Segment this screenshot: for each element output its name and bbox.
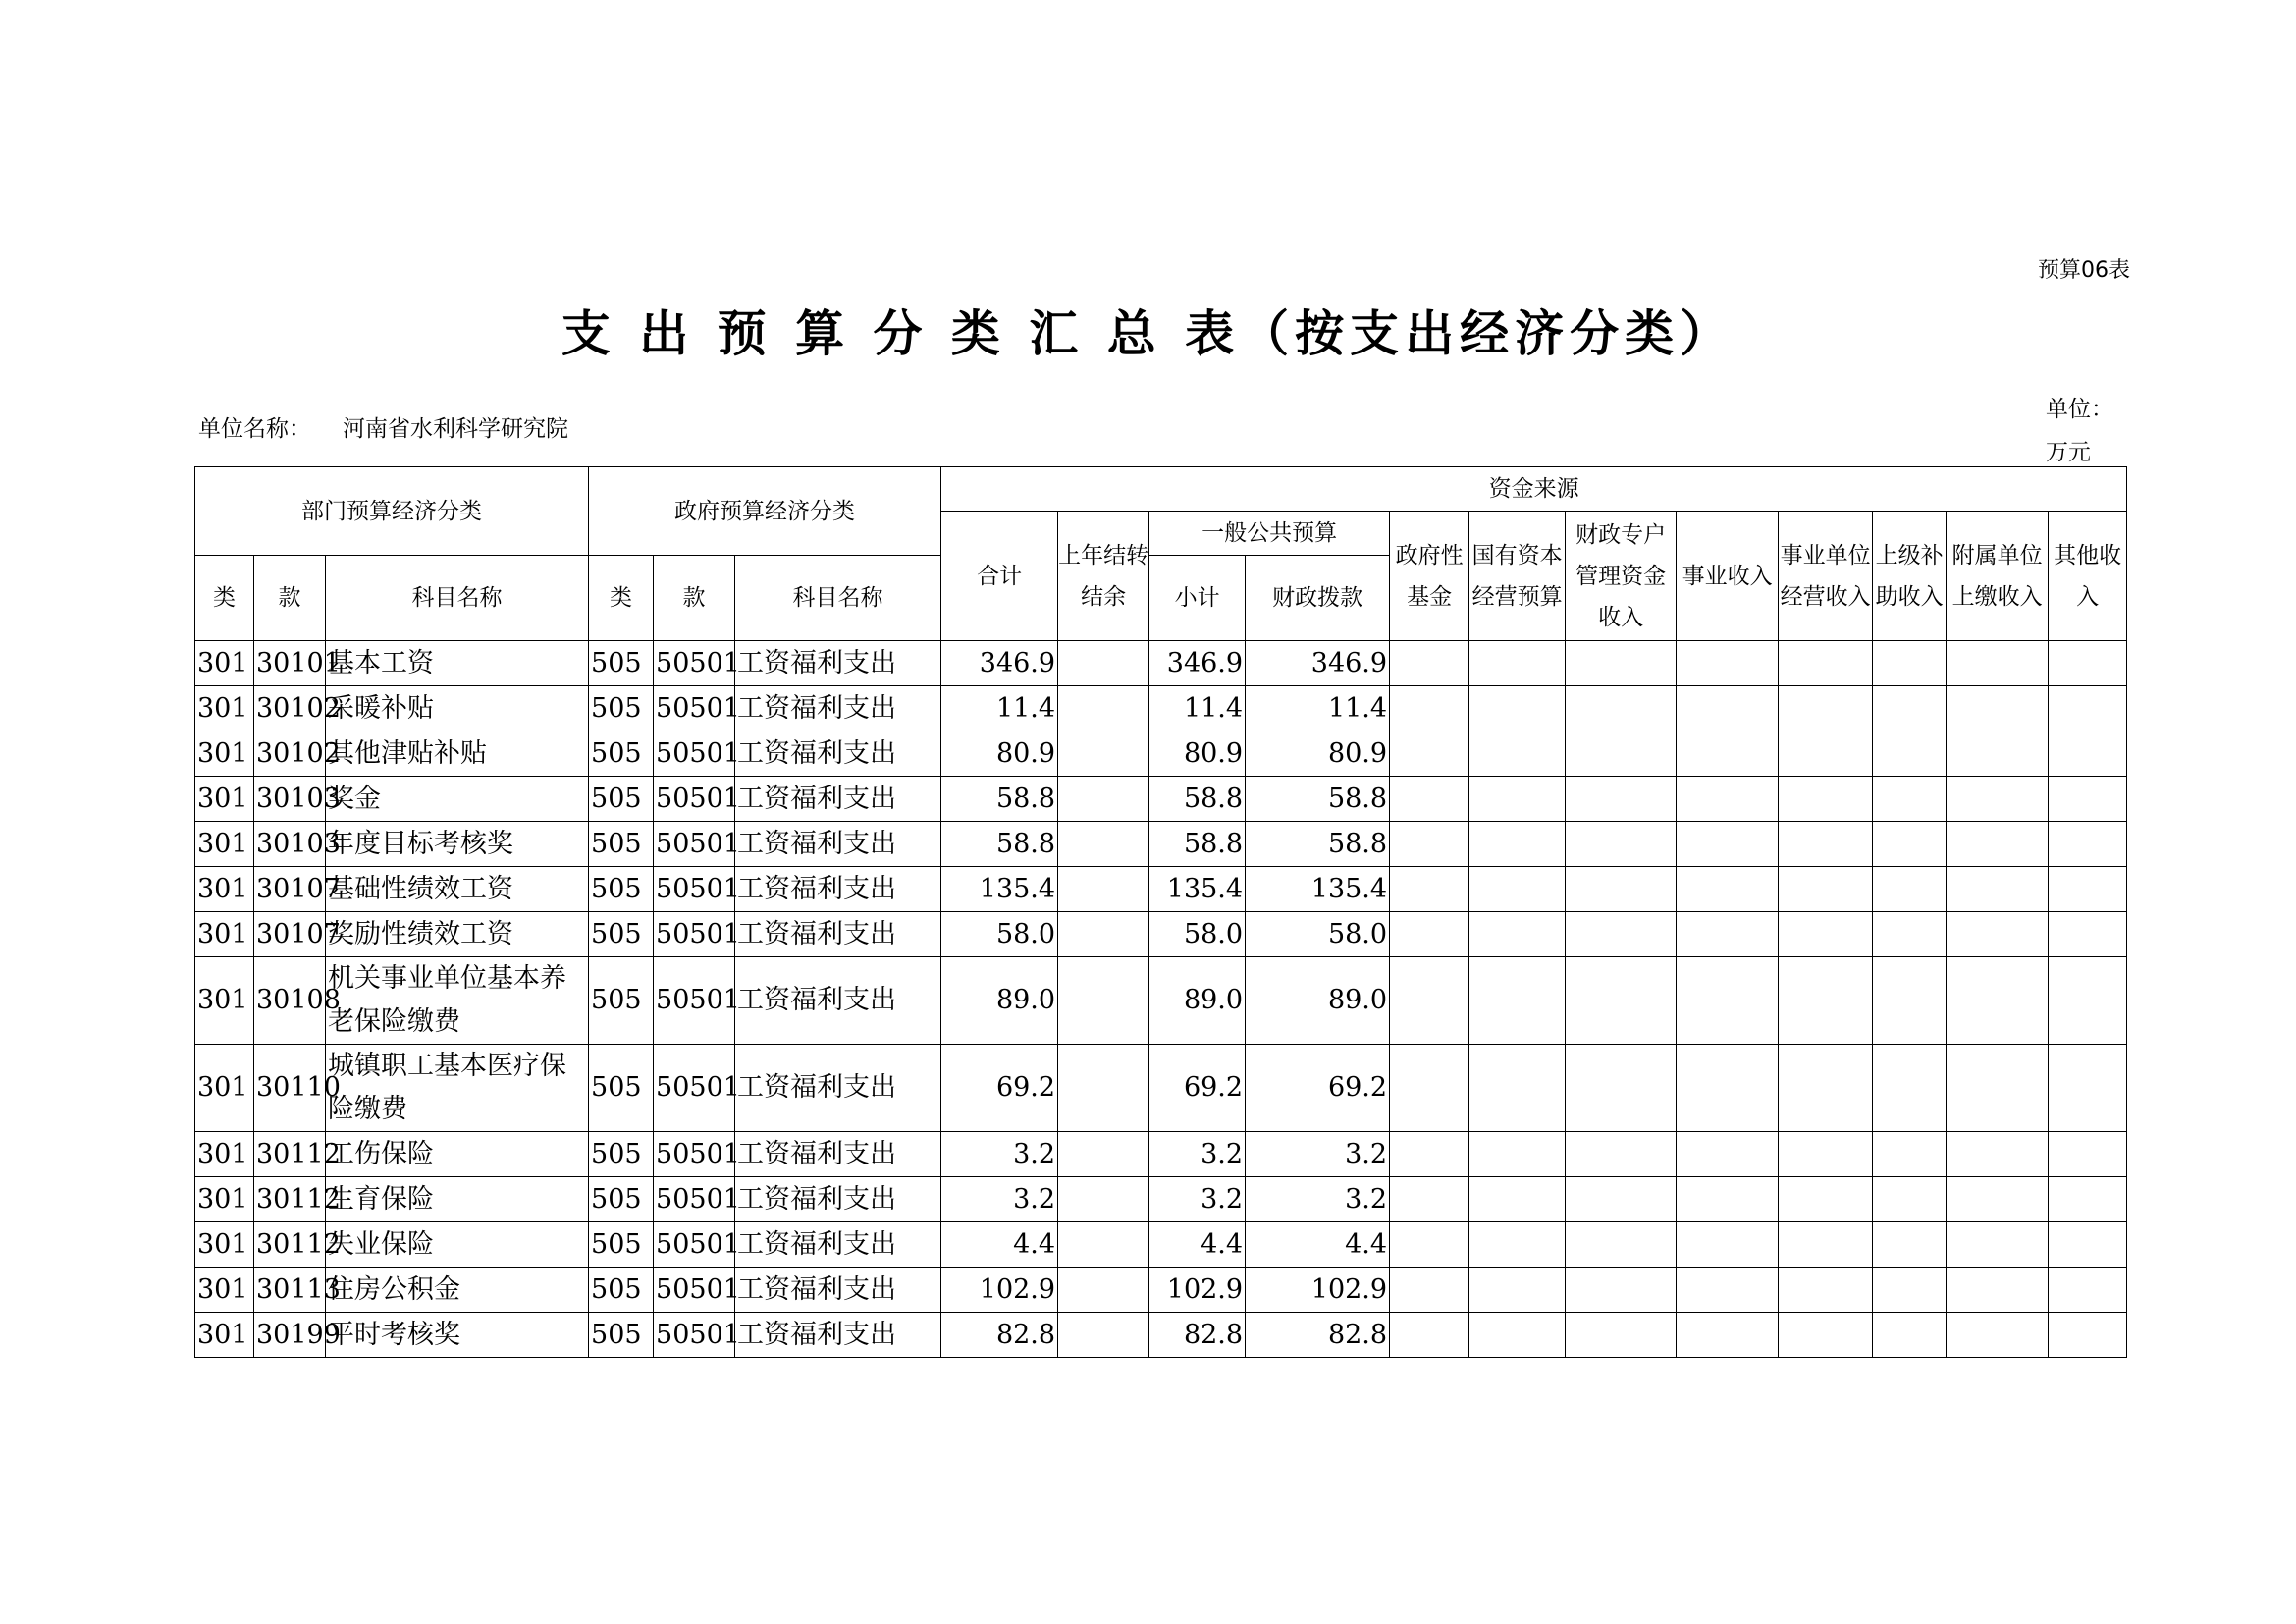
special-fund-cell — [1566, 912, 1677, 957]
appropriation-cell: 102.9 — [1246, 1268, 1390, 1313]
lei-cell: 301 — [195, 1045, 254, 1132]
subject-name-cell: 平时考核奖 — [326, 1313, 589, 1358]
operating-income-cell — [1779, 1132, 1873, 1177]
superior-subsidy-cell — [1873, 1268, 1947, 1313]
table-code: 预算06表 — [2038, 258, 2130, 283]
state-capital-cell — [1469, 822, 1566, 867]
gov-fund-cell — [1390, 957, 1469, 1045]
gov-kuan-cell: 50501 — [654, 867, 735, 912]
budget-table — [194, 466, 2127, 1358]
business-income-cell — [1677, 1045, 1779, 1132]
affiliated-income-cell — [1947, 1222, 2049, 1268]
total-cell: 3.2 — [941, 1177, 1058, 1222]
subject-name-header: 科目名称 — [326, 556, 589, 641]
special-fund-cell — [1566, 1268, 1677, 1313]
special-fund-cell — [1566, 731, 1677, 777]
table-row — [195, 1045, 2127, 1132]
money-unit-label: 单位： — [2046, 397, 2113, 422]
operating-income-cell — [1779, 957, 1873, 1045]
appropriation-cell: 58.8 — [1246, 777, 1390, 822]
gov-class-header: 政府预算经济分类 — [589, 467, 941, 556]
gov-fund-cell — [1390, 1313, 1469, 1358]
appropriation-cell: 82.8 — [1246, 1313, 1390, 1358]
subject-name-cell: 机关事业单位基本养老保险缴费 — [326, 957, 589, 1045]
lei-header: 类 — [195, 556, 254, 641]
kuan-cell: 30107 — [254, 867, 326, 912]
subtotal-cell: 69.2 — [1149, 1045, 1246, 1132]
special-fund-cell — [1566, 777, 1677, 822]
business-income-cell — [1677, 1313, 1779, 1358]
table-row — [195, 957, 2127, 1045]
unit-name-value: 河南省水利科学研究院 — [343, 416, 568, 442]
state-capital-cell — [1469, 1268, 1566, 1313]
superior-subsidy-cell — [1873, 731, 1947, 777]
table-row — [195, 686, 2127, 731]
subtotal-header: 小计 — [1149, 556, 1246, 641]
special-fund-cell — [1566, 1222, 1677, 1268]
lei-cell: 301 — [195, 641, 254, 686]
other-income-cell — [2049, 686, 2127, 731]
table-row — [195, 641, 2127, 686]
operating-income-cell — [1779, 686, 1873, 731]
gov-lei-cell: 505 — [589, 731, 654, 777]
gov-fund-cell — [1390, 777, 1469, 822]
operating-income-cell — [1779, 1177, 1873, 1222]
total-cell: 58.8 — [941, 822, 1058, 867]
subtotal-cell: 135.4 — [1149, 867, 1246, 912]
gov-subject-name-cell: 工资福利支出 — [735, 777, 941, 822]
business-income-cell — [1677, 641, 1779, 686]
unit-name-line — [198, 410, 568, 443]
lei-cell: 301 — [195, 777, 254, 822]
gov-subject-name-cell: 工资福利支出 — [735, 912, 941, 957]
other-income-cell — [2049, 1222, 2127, 1268]
other-income-cell — [2049, 957, 2127, 1045]
total-cell: 58.8 — [941, 777, 1058, 822]
other-income-cell — [2049, 1313, 2127, 1358]
superior-subsidy-cell — [1873, 777, 1947, 822]
operating-income-cell — [1779, 731, 1873, 777]
special-fund-cell — [1566, 1177, 1677, 1222]
table-row — [195, 1177, 2127, 1222]
kuan-cell: 30103 — [254, 777, 326, 822]
table-row — [195, 1313, 2127, 1358]
funding-source-header: 资金来源 — [941, 467, 2127, 512]
total-cell: 82.8 — [941, 1313, 1058, 1358]
gov-lei-cell: 505 — [589, 912, 654, 957]
gov-kuan-cell: 50501 — [654, 1313, 735, 1358]
lei-cell: 301 — [195, 1177, 254, 1222]
special-fund-header: 财政专户管理资金收入 — [1566, 512, 1677, 641]
subtotal-cell: 58.8 — [1149, 822, 1246, 867]
total-cell: 346.9 — [941, 641, 1058, 686]
carryover-cell — [1058, 957, 1149, 1045]
gov-kuan-cell: 50501 — [654, 1222, 735, 1268]
kuan-cell: 30113 — [254, 1268, 326, 1313]
other-income-cell — [2049, 912, 2127, 957]
kuan-cell: 30112 — [254, 1177, 326, 1222]
kuan-cell: 30103 — [254, 822, 326, 867]
operating-income-cell — [1779, 822, 1873, 867]
other-income-cell — [2049, 1177, 2127, 1222]
gov-subject-name-cell: 工资福利支出 — [735, 1313, 941, 1358]
kuan-cell: 30102 — [254, 731, 326, 777]
superior-subsidy-cell — [1873, 1222, 1947, 1268]
business-income-header: 事业收入 — [1677, 512, 1779, 641]
gov-subject-name-cell: 工资福利支出 — [735, 1222, 941, 1268]
gov-subject-name-cell: 工资福利支出 — [735, 822, 941, 867]
gov-lei-cell: 505 — [589, 686, 654, 731]
gov-subject-name-cell: 工资福利支出 — [735, 686, 941, 731]
table-row — [195, 1132, 2127, 1177]
general-budget-header: 一般公共预算 — [1149, 512, 1390, 556]
gov-lei-cell: 505 — [589, 822, 654, 867]
gov-kuan-cell: 50501 — [654, 1132, 735, 1177]
gov-kuan-cell: 50501 — [654, 1177, 735, 1222]
subject-name-cell: 住房公积金 — [326, 1268, 589, 1313]
gov-subject-name-header: 科目名称 — [735, 556, 941, 641]
kuan-cell: 30101 — [254, 641, 326, 686]
operating-income-cell — [1779, 1313, 1873, 1358]
table-row — [195, 822, 2127, 867]
gov-kuan-cell: 50501 — [654, 1045, 735, 1132]
table-row — [195, 731, 2127, 777]
affiliated-income-cell — [1947, 957, 2049, 1045]
special-fund-cell — [1566, 822, 1677, 867]
gov-subject-name-cell: 工资福利支出 — [735, 1132, 941, 1177]
subtotal-cell: 80.9 — [1149, 731, 1246, 777]
affiliated-income-cell — [1947, 1313, 2049, 1358]
affiliated-income-cell — [1947, 731, 2049, 777]
total-cell: 58.0 — [941, 912, 1058, 957]
subject-name-cell: 奖励性绩效工资 — [326, 912, 589, 957]
table-row — [195, 867, 2127, 912]
appropriation-cell: 58.0 — [1246, 912, 1390, 957]
state-capital-cell — [1469, 957, 1566, 1045]
state-capital-cell — [1469, 912, 1566, 957]
gov-fund-cell — [1390, 867, 1469, 912]
affiliated-income-cell — [1947, 641, 2049, 686]
gov-fund-cell — [1390, 731, 1469, 777]
total-header: 合计 — [941, 512, 1058, 641]
lei-cell: 301 — [195, 731, 254, 777]
gov-kuan-cell: 50501 — [654, 957, 735, 1045]
state-capital-cell — [1469, 777, 1566, 822]
carryover-cell — [1058, 1222, 1149, 1268]
table-body — [195, 641, 2127, 1358]
subtotal-cell: 89.0 — [1149, 957, 1246, 1045]
business-income-cell — [1677, 957, 1779, 1045]
gov-fund-cell — [1390, 822, 1469, 867]
business-income-cell — [1677, 686, 1779, 731]
gov-lei-cell: 505 — [589, 1313, 654, 1358]
gov-subject-name-cell: 工资福利支出 — [735, 867, 941, 912]
appropriation-cell: 69.2 — [1246, 1045, 1390, 1132]
superior-subsidy-cell — [1873, 1045, 1947, 1132]
carryover-cell — [1058, 912, 1149, 957]
appropriation-cell: 11.4 — [1246, 686, 1390, 731]
page-title: 支 出 预 算 分 类 汇 总 表（按支出经济分类） — [561, 304, 1735, 362]
gov-kuan-cell: 50501 — [654, 777, 735, 822]
subject-name-cell: 生育保险 — [326, 1177, 589, 1222]
gov-kuan-cell: 50501 — [654, 641, 735, 686]
total-cell: 4.4 — [941, 1222, 1058, 1268]
total-cell: 69.2 — [941, 1045, 1058, 1132]
appropriation-header: 财政拨款 — [1246, 556, 1390, 641]
gov-lei-cell: 505 — [589, 1045, 654, 1132]
table-row — [195, 1222, 2127, 1268]
gov-lei-cell: 505 — [589, 1268, 654, 1313]
other-income-cell — [2049, 1132, 2127, 1177]
total-cell: 11.4 — [941, 686, 1058, 731]
carryover-cell — [1058, 1313, 1149, 1358]
gov-fund-cell — [1390, 686, 1469, 731]
kuan-header: 款 — [254, 556, 326, 641]
appropriation-cell: 346.9 — [1246, 641, 1390, 686]
total-cell: 89.0 — [941, 957, 1058, 1045]
money-unit — [2046, 388, 2124, 474]
subject-name-cell: 年度目标考核奖 — [326, 822, 589, 867]
lei-cell: 301 — [195, 1222, 254, 1268]
kuan-cell: 30199 — [254, 1313, 326, 1358]
subtotal-cell: 3.2 — [1149, 1177, 1246, 1222]
operating-income-cell — [1779, 867, 1873, 912]
gov-fund-cell — [1390, 1222, 1469, 1268]
operating-income-cell — [1779, 912, 1873, 957]
business-income-cell — [1677, 777, 1779, 822]
subject-name-cell: 工伤保险 — [326, 1132, 589, 1177]
other-income-cell — [2049, 731, 2127, 777]
appropriation-cell: 89.0 — [1246, 957, 1390, 1045]
carryover-header: 上年结转结余 — [1058, 512, 1149, 641]
subtotal-cell: 4.4 — [1149, 1222, 1246, 1268]
subtotal-cell: 3.2 — [1149, 1132, 1246, 1177]
state-capital-cell — [1469, 1313, 1566, 1358]
superior-subsidy-cell — [1873, 867, 1947, 912]
other-income-cell — [2049, 822, 2127, 867]
gov-kuan-cell: 50501 — [654, 731, 735, 777]
carryover-cell — [1058, 686, 1149, 731]
kuan-cell: 30112 — [254, 1132, 326, 1177]
dept-class-header: 部门预算经济分类 — [195, 467, 589, 556]
gov-subject-name-cell: 工资福利支出 — [735, 1268, 941, 1313]
gov-fund-cell — [1390, 1177, 1469, 1222]
appropriation-cell: 3.2 — [1246, 1177, 1390, 1222]
state-capital-cell — [1469, 731, 1566, 777]
superior-subsidy-cell — [1873, 912, 1947, 957]
business-income-cell — [1677, 1268, 1779, 1313]
special-fund-cell — [1566, 1045, 1677, 1132]
state-capital-cell — [1469, 1045, 1566, 1132]
other-income-cell — [2049, 641, 2127, 686]
business-income-cell — [1677, 731, 1779, 777]
total-cell: 3.2 — [941, 1132, 1058, 1177]
gov-subject-name-cell: 工资福利支出 — [735, 1177, 941, 1222]
affiliated-income-cell — [1947, 867, 2049, 912]
gov-lei-cell: 505 — [589, 1132, 654, 1177]
affiliated-income-cell — [1947, 912, 2049, 957]
superior-subsidy-cell — [1873, 1132, 1947, 1177]
kuan-cell: 30102 — [254, 686, 326, 731]
other-income-cell — [2049, 777, 2127, 822]
gov-subject-name-cell: 工资福利支出 — [735, 1045, 941, 1132]
state-capital-cell — [1469, 1177, 1566, 1222]
kuan-cell: 30108 — [254, 957, 326, 1045]
carryover-cell — [1058, 641, 1149, 686]
other-income-cell — [2049, 867, 2127, 912]
kuan-cell: 30112 — [254, 1222, 326, 1268]
table-row — [195, 777, 2127, 822]
subtotal-cell: 58.8 — [1149, 777, 1246, 822]
state-capital-cell — [1469, 1132, 1566, 1177]
gov-kuan-cell: 50501 — [654, 686, 735, 731]
table-row — [195, 1268, 2127, 1313]
lei-cell: 301 — [195, 867, 254, 912]
operating-income-cell — [1779, 641, 1873, 686]
carryover-cell — [1058, 731, 1149, 777]
subject-name-cell: 基础性绩效工资 — [326, 867, 589, 912]
business-income-cell — [1677, 822, 1779, 867]
gov-kuan-cell: 50501 — [654, 822, 735, 867]
superior-subsidy-header: 上级补助收入 — [1873, 512, 1947, 641]
subject-name-cell: 采暖补贴 — [326, 686, 589, 731]
affiliated-income-cell — [1947, 777, 2049, 822]
lei-cell: 301 — [195, 912, 254, 957]
special-fund-cell — [1566, 957, 1677, 1045]
gov-fund-cell — [1390, 641, 1469, 686]
lei-cell: 301 — [195, 1132, 254, 1177]
unit-name-label: 单位名称： — [198, 416, 311, 442]
business-income-cell — [1677, 1177, 1779, 1222]
total-cell: 80.9 — [941, 731, 1058, 777]
affiliated-income-header: 附属单位上缴收入 — [1947, 512, 2049, 641]
superior-subsidy-cell — [1873, 686, 1947, 731]
subject-name-cell: 城镇职工基本医疗保险缴费 — [326, 1045, 589, 1132]
affiliated-income-cell — [1947, 1045, 2049, 1132]
gov-fund-cell — [1390, 1268, 1469, 1313]
gov-fund-header: 政府性基金 — [1390, 512, 1469, 641]
gov-lei-cell: 505 — [589, 957, 654, 1045]
subtotal-cell: 346.9 — [1149, 641, 1246, 686]
subtotal-cell: 102.9 — [1149, 1268, 1246, 1313]
operating-income-cell — [1779, 1045, 1873, 1132]
operating-income-cell — [1779, 1268, 1873, 1313]
superior-subsidy-cell — [1873, 957, 1947, 1045]
gov-subject-name-cell: 工资福利支出 — [735, 641, 941, 686]
gov-fund-cell — [1390, 912, 1469, 957]
gov-fund-cell — [1390, 1045, 1469, 1132]
lei-cell: 301 — [195, 957, 254, 1045]
carryover-cell — [1058, 822, 1149, 867]
gov-lei-cell: 505 — [589, 641, 654, 686]
affiliated-income-cell — [1947, 1268, 2049, 1313]
special-fund-cell — [1566, 867, 1677, 912]
gov-kuan-header: 款 — [654, 556, 735, 641]
carryover-cell — [1058, 1045, 1149, 1132]
state-capital-header: 国有资本经营预算 — [1469, 512, 1566, 641]
subtotal-cell: 82.8 — [1149, 1313, 1246, 1358]
appropriation-cell: 3.2 — [1246, 1132, 1390, 1177]
table-row — [195, 912, 2127, 957]
operating-income-header: 事业单位经营收入 — [1779, 512, 1873, 641]
superior-subsidy-cell — [1873, 822, 1947, 867]
special-fund-cell — [1566, 686, 1677, 731]
appropriation-cell: 58.8 — [1246, 822, 1390, 867]
total-cell: 102.9 — [941, 1268, 1058, 1313]
affiliated-income-cell — [1947, 822, 2049, 867]
state-capital-cell — [1469, 1222, 1566, 1268]
gov-lei-cell: 505 — [589, 867, 654, 912]
business-income-cell — [1677, 1222, 1779, 1268]
affiliated-income-cell — [1947, 1132, 2049, 1177]
state-capital-cell — [1469, 641, 1566, 686]
other-income-cell — [2049, 1268, 2127, 1313]
subtotal-cell: 11.4 — [1149, 686, 1246, 731]
appropriation-cell: 135.4 — [1246, 867, 1390, 912]
carryover-cell — [1058, 867, 1149, 912]
gov-kuan-cell: 50501 — [654, 912, 735, 957]
money-unit-value: 万元 — [2046, 440, 2091, 465]
special-fund-cell — [1566, 641, 1677, 686]
appropriation-cell: 4.4 — [1246, 1222, 1390, 1268]
appropriation-cell: 80.9 — [1246, 731, 1390, 777]
affiliated-income-cell — [1947, 686, 2049, 731]
subject-name-cell: 其他津贴补贴 — [326, 731, 589, 777]
business-income-cell — [1677, 912, 1779, 957]
gov-fund-cell — [1390, 1132, 1469, 1177]
subject-name-cell: 失业保险 — [326, 1222, 589, 1268]
affiliated-income-cell — [1947, 1177, 2049, 1222]
special-fund-cell — [1566, 1132, 1677, 1177]
gov-subject-name-cell: 工资福利支出 — [735, 957, 941, 1045]
other-income-header: 其他收入 — [2049, 512, 2127, 641]
state-capital-cell — [1469, 686, 1566, 731]
superior-subsidy-cell — [1873, 1313, 1947, 1358]
state-capital-cell — [1469, 867, 1566, 912]
gov-kuan-cell: 50501 — [654, 1268, 735, 1313]
gov-lei-cell: 505 — [589, 1222, 654, 1268]
lei-cell: 301 — [195, 822, 254, 867]
kuan-cell: 30110 — [254, 1045, 326, 1132]
lei-cell: 301 — [195, 1313, 254, 1358]
carryover-cell — [1058, 1177, 1149, 1222]
gov-lei-header: 类 — [589, 556, 654, 641]
operating-income-cell — [1779, 1222, 1873, 1268]
carryover-cell — [1058, 1268, 1149, 1313]
total-cell: 135.4 — [941, 867, 1058, 912]
subtotal-cell: 58.0 — [1149, 912, 1246, 957]
gov-lei-cell: 505 — [589, 777, 654, 822]
operating-income-cell — [1779, 777, 1873, 822]
lei-cell: 301 — [195, 686, 254, 731]
gov-lei-cell: 505 — [589, 1177, 654, 1222]
carryover-cell — [1058, 1132, 1149, 1177]
special-fund-cell — [1566, 1313, 1677, 1358]
subject-name-cell: 基本工资 — [326, 641, 589, 686]
lei-cell: 301 — [195, 1268, 254, 1313]
business-income-cell — [1677, 867, 1779, 912]
superior-subsidy-cell — [1873, 641, 1947, 686]
carryover-cell — [1058, 777, 1149, 822]
subject-name-cell: 奖金 — [326, 777, 589, 822]
kuan-cell: 30107 — [254, 912, 326, 957]
superior-subsidy-cell — [1873, 1177, 1947, 1222]
other-income-cell — [2049, 1045, 2127, 1132]
business-income-cell — [1677, 1132, 1779, 1177]
gov-subject-name-cell: 工资福利支出 — [735, 731, 941, 777]
